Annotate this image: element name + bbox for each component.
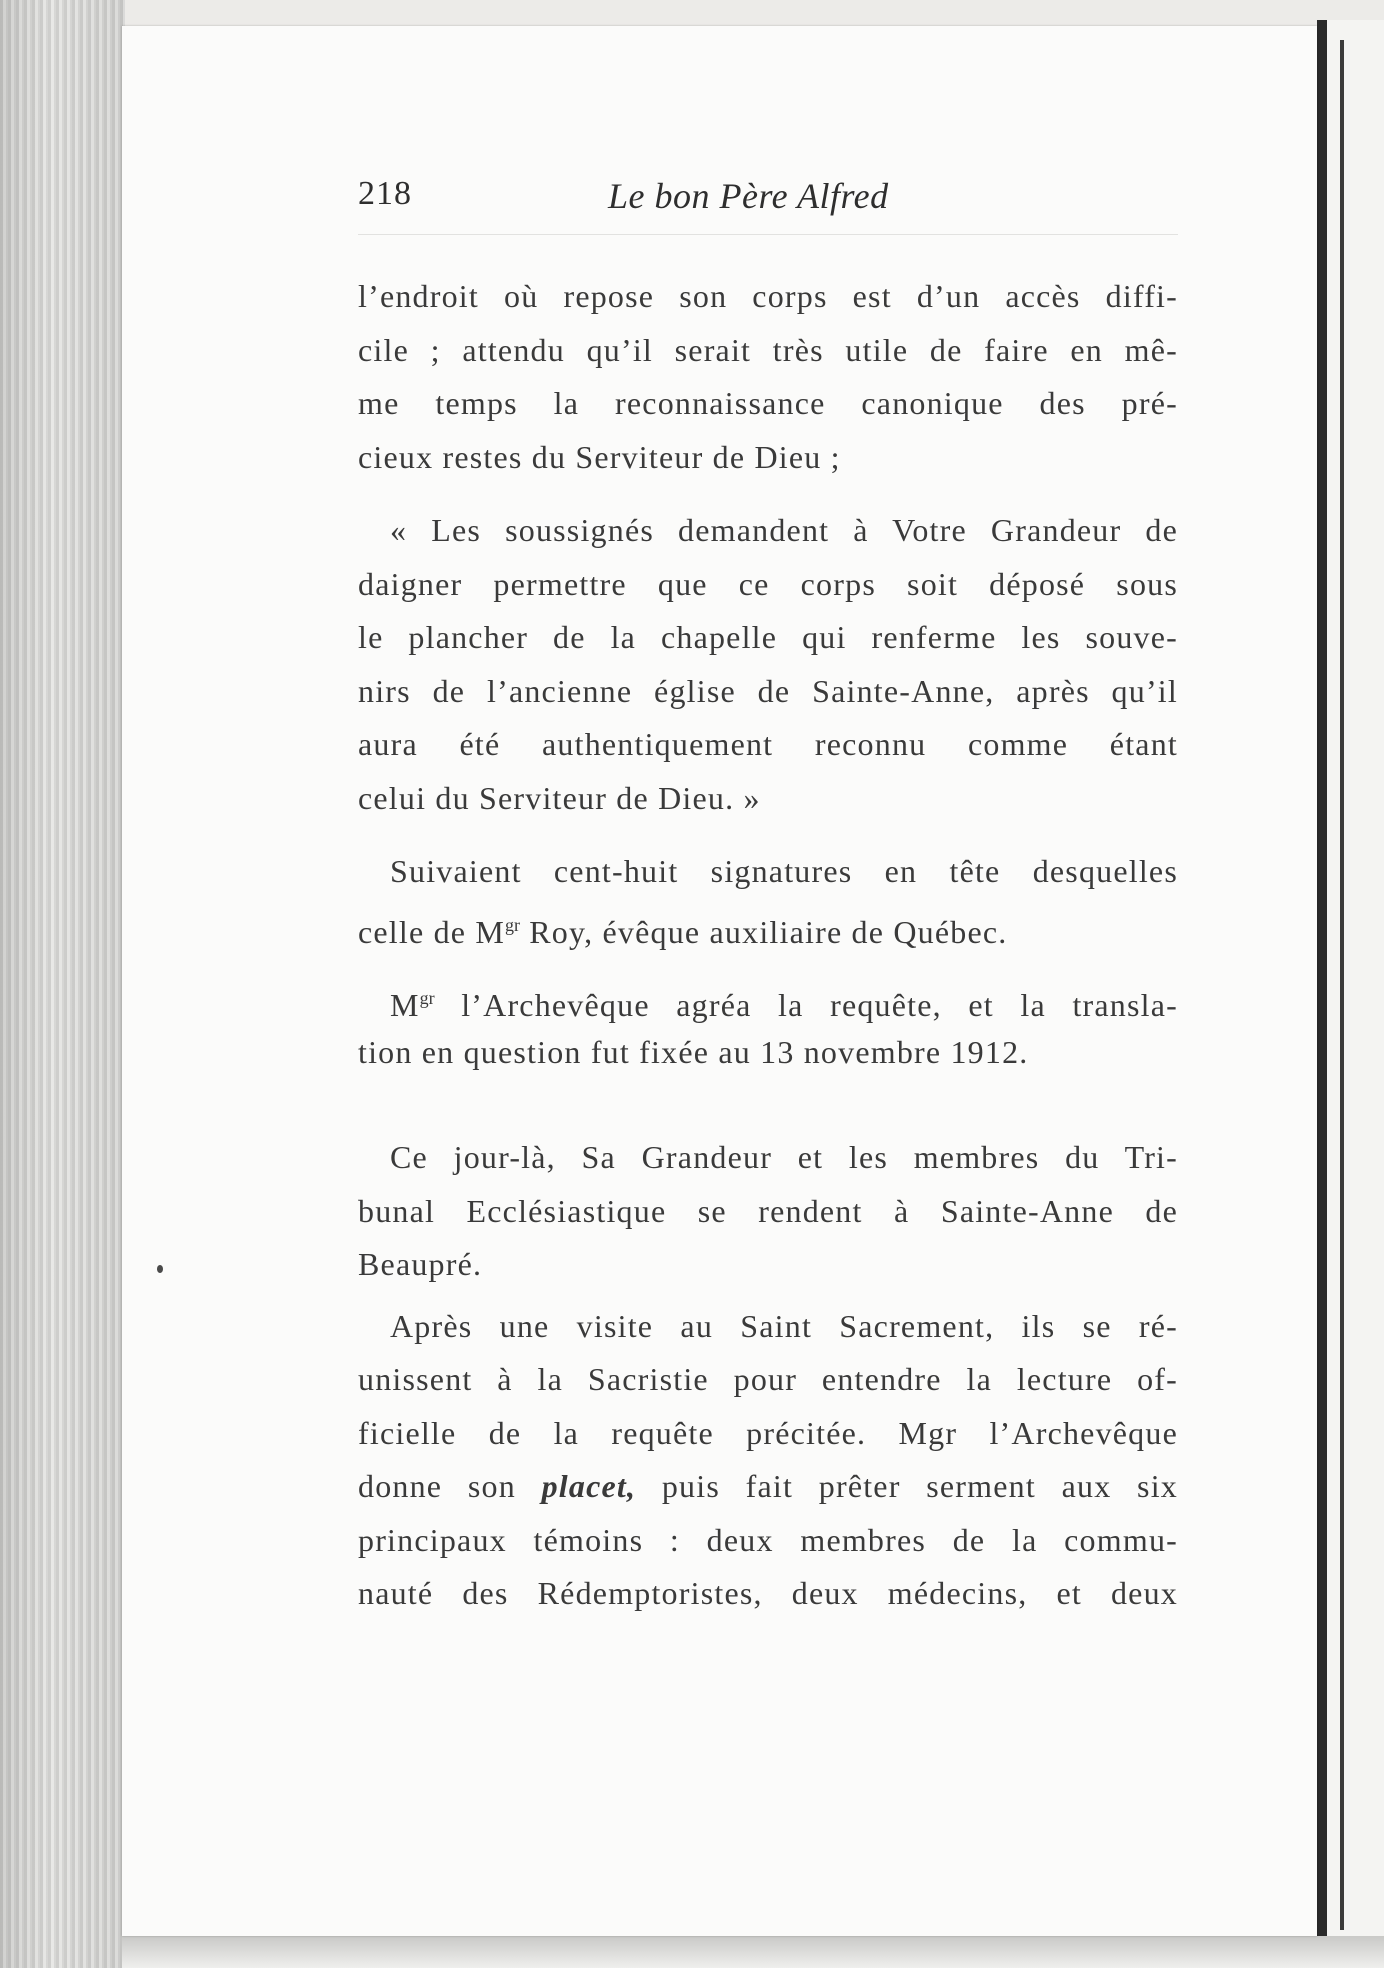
paragraph-1 (358, 270, 1178, 484)
text-line: l’endroit où repose son corps est d’un accès diffi- (358, 278, 1178, 314)
body-text (358, 270, 1178, 1621)
text-line: Après une visite au Saint Sacrement, ils se ré- (390, 1307, 1178, 1344)
text-line: cile ; attendu qu’il serait très utile de faire en mê- (358, 331, 1178, 368)
right-book-edge (1317, 20, 1384, 1950)
paragraph-4 (358, 972, 1178, 1079)
text-fragment: Roy, évêque auxiliaire de Québec. (520, 913, 1008, 950)
text-fragment: M (390, 987, 420, 1023)
text-line: nirs de l’ancienne église de Sainte-Anne, après qu’il (358, 672, 1178, 709)
text-fragment: celle de M (358, 913, 506, 950)
text-line: Ce jour-là, Sa Grandeur et les membres du Tri- (390, 1139, 1178, 1175)
text-line: aura été authentiquement reconnu comme étant (358, 726, 1178, 762)
right-edge-line (1340, 40, 1344, 1930)
paragraph-5 (358, 1131, 1178, 1292)
paragraph-3 (358, 845, 1178, 952)
page-edges-shadow (0, 0, 125, 1968)
superscript-gr: gr (419, 988, 435, 1008)
text-line: cieux restes du Serviteur de Dieu ; (358, 438, 841, 475)
text-fragment: l’Archevêque agréa la requête, et la transla- (434, 987, 1178, 1023)
text-line: ficielle de la requête précitée. Mgr l’Archevêque (358, 1414, 1178, 1451)
text-line (358, 1460, 1178, 1514)
text-line: bunal Ecclésiastique se rendent à Sainte-Anne de (358, 1192, 1178, 1229)
text-line: me temps la reconnaissance canonique des pré- (358, 385, 1178, 421)
running-head (358, 175, 1178, 225)
text-line: Beaupré. (358, 1246, 483, 1282)
page-number: 218 (358, 175, 412, 212)
text-line: nauté des Rédemptoristes, deux médecins, et deux (358, 1575, 1178, 1611)
ink-speck (157, 1265, 163, 1273)
text-fragment: donne son (358, 1468, 542, 1504)
text-line: unissent à la Sacristie pour entendre la lecture of- (358, 1361, 1178, 1397)
paragraph-2 (358, 504, 1178, 825)
text-fragment: puis fait prêter serment aux six (636, 1468, 1179, 1504)
text-line (358, 899, 1178, 953)
text-line: celui du Serviteur de Dieu. » (358, 779, 761, 816)
placet-emphasis: placet, (541, 1468, 637, 1504)
running-title: Le bon Père Alfred (608, 176, 889, 216)
paragraph-6 (358, 1300, 1178, 1621)
bottom-book-edge (122, 1936, 1384, 1968)
header-rule (358, 234, 1178, 235)
text-line (358, 972, 1178, 1026)
text-line: « Les soussignés demandent à Votre Grandeur de (390, 512, 1178, 548)
text-line: principaux témoins : deux membres de la commu- (358, 1521, 1178, 1558)
superscript-gr: gr (505, 914, 521, 935)
text-line: Suivaient cent-huit signatures en tête desquelles (390, 853, 1178, 889)
text-line: daigner permettre que ce corps soit déposé sous (358, 565, 1178, 602)
text-line: le plancher de la chapelle qui renferme les souve- (358, 619, 1178, 655)
text-line: tion en question fut fixée au 13 novembre 1912. (358, 1033, 1029, 1070)
